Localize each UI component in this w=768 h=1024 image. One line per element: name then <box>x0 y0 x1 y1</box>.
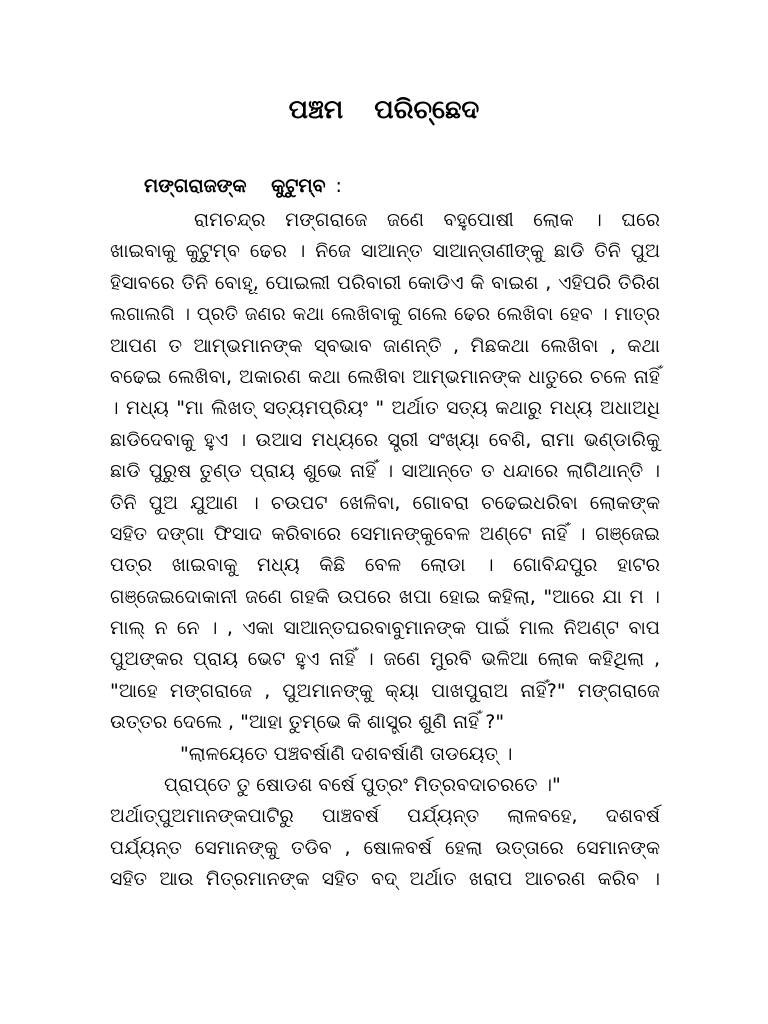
text-line: ଛାଡିଦେବାକୁ ହୁଏ । ଉଆସ ମଧ୍ୟରେ ସ୍ତ୍ରୀ ସଂଖ୍ୟା ବେଶି, ରାମା ଭଣ୍ଡାରିକୁ <box>110 428 660 451</box>
text-line: ବଢେଇ ଲେଖିବା, ଅକାରଣ କଥା ଲେଖିବା ଆମ୍ଭମାନଙ୍କ ଧାତୁରେ ଚଳେ ନାହିଁ <box>110 365 660 388</box>
text-line: ରାମଚନ୍ଦ୍ର ମଙ୍ଗରାଜେ ଜଣେ ବହୁପୋଷୀ ଲୋକ । ଘରେ <box>194 209 660 231</box>
section-heading-colon: : <box>335 175 342 197</box>
body-text <box>110 205 660 896</box>
text-line: । ମଧ୍ୟ "ମା ଲିଖତ୍ ସତ୍ୟମପ୍ରିୟଂ " ଅର୍ଥାତ ସତ୍ୟ କଥାରୁ ମଧ୍ୟ ଅଧାଅଧି <box>110 397 660 420</box>
verse-line: ପ୍ରାପ୍ତେ ତୁ ଷୋଡଶ ବର୍ଷେ ପୁତ୍ରଂ ମିତ୍ରବଦାଚରତେ ।" <box>164 774 561 797</box>
text-line: ମାଲ୍ ନ ନେ । , ଏକା ସାଆନ୍ତଘରବାବୁମାନଙ୍କ ପାଇଁ ମାଲ ନିଅଣ୍ଟ ବାପ <box>110 617 660 640</box>
chapter-title: ପଞ୍ଚମ ପରିଚ୍ଛେଦ <box>288 95 480 125</box>
section-heading <box>144 175 342 197</box>
text-line: ସହିତ ଆଉ ମିତ୍ରମାନଙ୍କ ସହିତ ବଦ୍ ଅର୍ଥାତ ଖରାପ ଆଚରଣ କରିବ । <box>110 868 660 891</box>
text-line: ପର୍ଯ୍ୟନ୍ତ ସେମାନଙ୍କୁ ତଡିବ , ଷୋଳବର୍ଷ ହେଲା ଉତ୍ତାରେ ସେମାନଙ୍କ <box>110 836 660 859</box>
text-line: ପୁଅଙ୍କର ପ୍ରାୟ ଭେଟ ହୁଏ ନାହିଁ । ଜଣେ ମୁରବି ଭଳିଆ ଲୋକ କହିଥିଲା , <box>110 648 660 671</box>
text-line: ଉତ୍ତର ଦେଲେ , "ଆହା ତୁମ୍ଭେ କି ଶାସ୍ତ୍ର ଶୁଣି ନାହିଁ ?" <box>110 711 505 734</box>
text-line: ହିସାବରେ ତିନି ବୋହୂ, ପୋଇଲୀ ପରିବାରୀ କୋଡିଏ କି ବାଇଶ , ଏହିପରି ତିରିଶ <box>110 271 660 294</box>
text-line: ଖାଇବାକୁ କୁଟୁମ୍ବ ଢେର । ନିଜେ ସାଆନ୍ତ ସାଆନ୍ତାଣୀଙ୍କୁ ଛାଡି ତିନି ପୁଅ <box>110 240 660 263</box>
text-line: ଆପଣ ତ ଆମ୍ଭମାନଙ୍କ ସ୍ବଭାବ ଜାଣନ୍ତି , ମିଛକଥା ଲେଖିବା , କଥା <box>110 334 660 357</box>
section-heading-text: ମଙ୍ଗରାଜଙ୍କ କୁଟୁମ୍ବ <box>144 175 326 197</box>
text-line: ଲଗାଲଗି । ପ୍ରତି ଜଣର କଥା ଲେଖିବାକୁ ଗଲେ ଢେର ଲେଖିବା ହେବ । ମାତ୍ର <box>110 304 660 326</box>
text-line: ତିନି ପୁଅ ଯୁଆଣ । ଚଉପଟ ଖେଳିବା, ଗୋବରା ଚଢେଇଧରିବା ଲୋକଙ୍କ <box>110 491 660 514</box>
text-line: ପତ୍ର ଖାଇବାକୁ ମଧ୍ୟ କିଛି ବେଳ ଲୋଡା । ଗୋବିନ୍ଦପୁର ହାଟର <box>110 554 660 577</box>
text-line: "ଆହେ ମଙ୍ଗରାଜେ , ପୁଅମାନଙ୍କୁ କ୍ୟା ପାଖପୁରାଅ ନାହିଁ?" ମଙ୍ଗରାଜେ <box>110 679 660 702</box>
verse-line: "ଲାଳୟେତେ ପଞ୍ଚବର୍ଷାଣି ଦଶବର୍ଷାଣି ତାଡୟେତ୍ । <box>180 742 513 765</box>
text-line: ଗଞ୍ଜେଇଦୋକାନୀ ଜଣେ ଗହକି ଉପରେ ଖପା ହୋଇ କହିଲା, "ଆରେ ଯା ମ । <box>110 585 660 608</box>
text-line: ସହିତ ଦଙ୍ଗା ଫିସାଦ କରିବାରେ ସେମାନଙ୍କୁବେଳ ଅଣ୍ଟେ ନାହିଁ । ଗଞ୍ଜେଇ <box>110 522 660 545</box>
text-line: ଅର୍ଥାତ୍ପୁଅମାନଙ୍କପାଟିରୁ ପାଞ୍ଚବର୍ଷ ପର୍ଯ୍ୟନ୍ତ ଲାଳବହେ, ଦଶବର୍ଷ <box>110 805 660 828</box>
text-line: ଛାଡି ପୁରୁଷ ତୁଣ୍ଡ ପ୍ରାୟ ଶୁଭେ ନାହିଁ । ସାଆନ୍ତେ ତ ଧନ୍ଦାରେ ଲାଗିଥାନ୍ତି । <box>110 460 660 483</box>
